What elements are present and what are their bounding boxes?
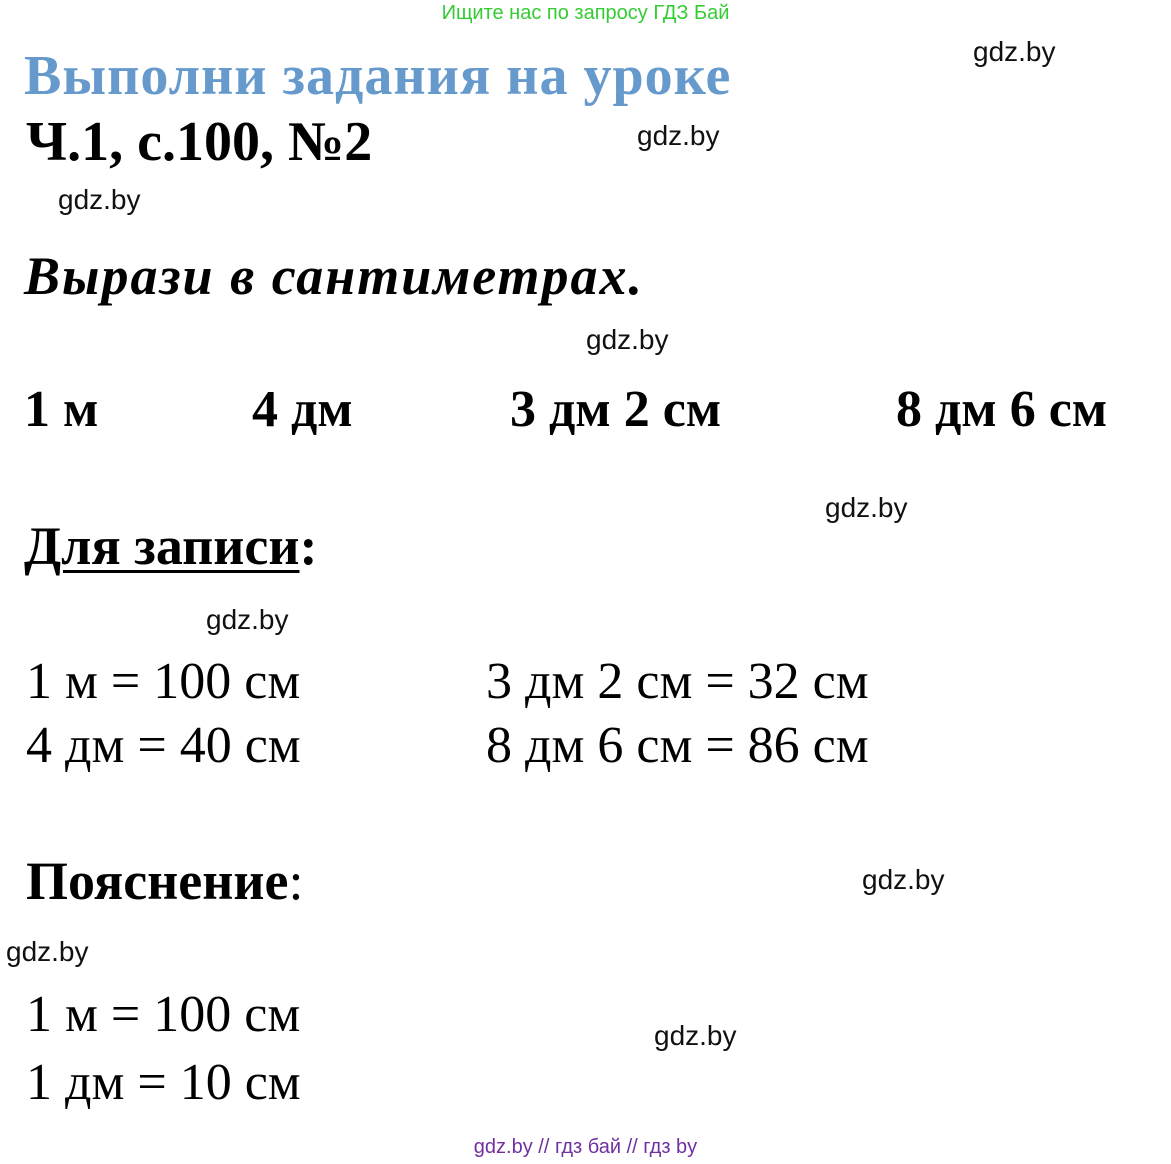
record-line-4: 8 дм 6 см = 86 см — [486, 717, 869, 774]
top-note[interactable]: Ищите нас по запросу ГДЗ Бай — [441, 2, 730, 24]
record-heading — [24, 515, 317, 577]
task-item-3: 3 дм 2 см — [510, 381, 722, 438]
explanation-line-1: 1 м = 100 см — [26, 986, 301, 1043]
page-title: Выполни задания на уроке — [24, 45, 732, 107]
watermark: gdz.by — [862, 864, 945, 895]
task-item-1: 1 м — [24, 381, 99, 438]
watermark: gdz.by — [825, 492, 908, 523]
footer-links[interactable]: gdz.by // гдз бай // гдз by — [473, 1136, 698, 1158]
part-reference: Ч.1, с.100, №2 — [26, 111, 373, 173]
record-heading-label: Для записи — [24, 516, 300, 576]
task-text: Вырази в сантиметрах. — [24, 246, 645, 306]
explanation-heading-label: Пояснение — [26, 851, 289, 911]
watermark: gdz.by — [637, 120, 720, 151]
watermark: gdz.by — [973, 36, 1056, 67]
watermark: gdz.by — [654, 1020, 737, 1051]
record-line-1: 1 м = 100 см — [26, 653, 301, 710]
task-item-4: 8 дм 6 см — [896, 381, 1108, 438]
watermark: gdz.by — [206, 604, 289, 635]
watermark: gdz.by — [6, 936, 89, 967]
watermark: gdz.by — [58, 184, 141, 215]
explanation-line-2: 1 дм = 10 см — [26, 1054, 301, 1111]
explanation-heading — [26, 850, 303, 912]
explanation-heading-colon: : — [288, 851, 304, 911]
record-line-3: 3 дм 2 см = 32 см — [486, 653, 869, 710]
record-line-2: 4 дм = 40 см — [26, 717, 301, 774]
record-heading-colon: : — [299, 516, 318, 576]
watermark: gdz.by — [586, 324, 669, 355]
task-item-2: 4 дм — [252, 381, 353, 438]
